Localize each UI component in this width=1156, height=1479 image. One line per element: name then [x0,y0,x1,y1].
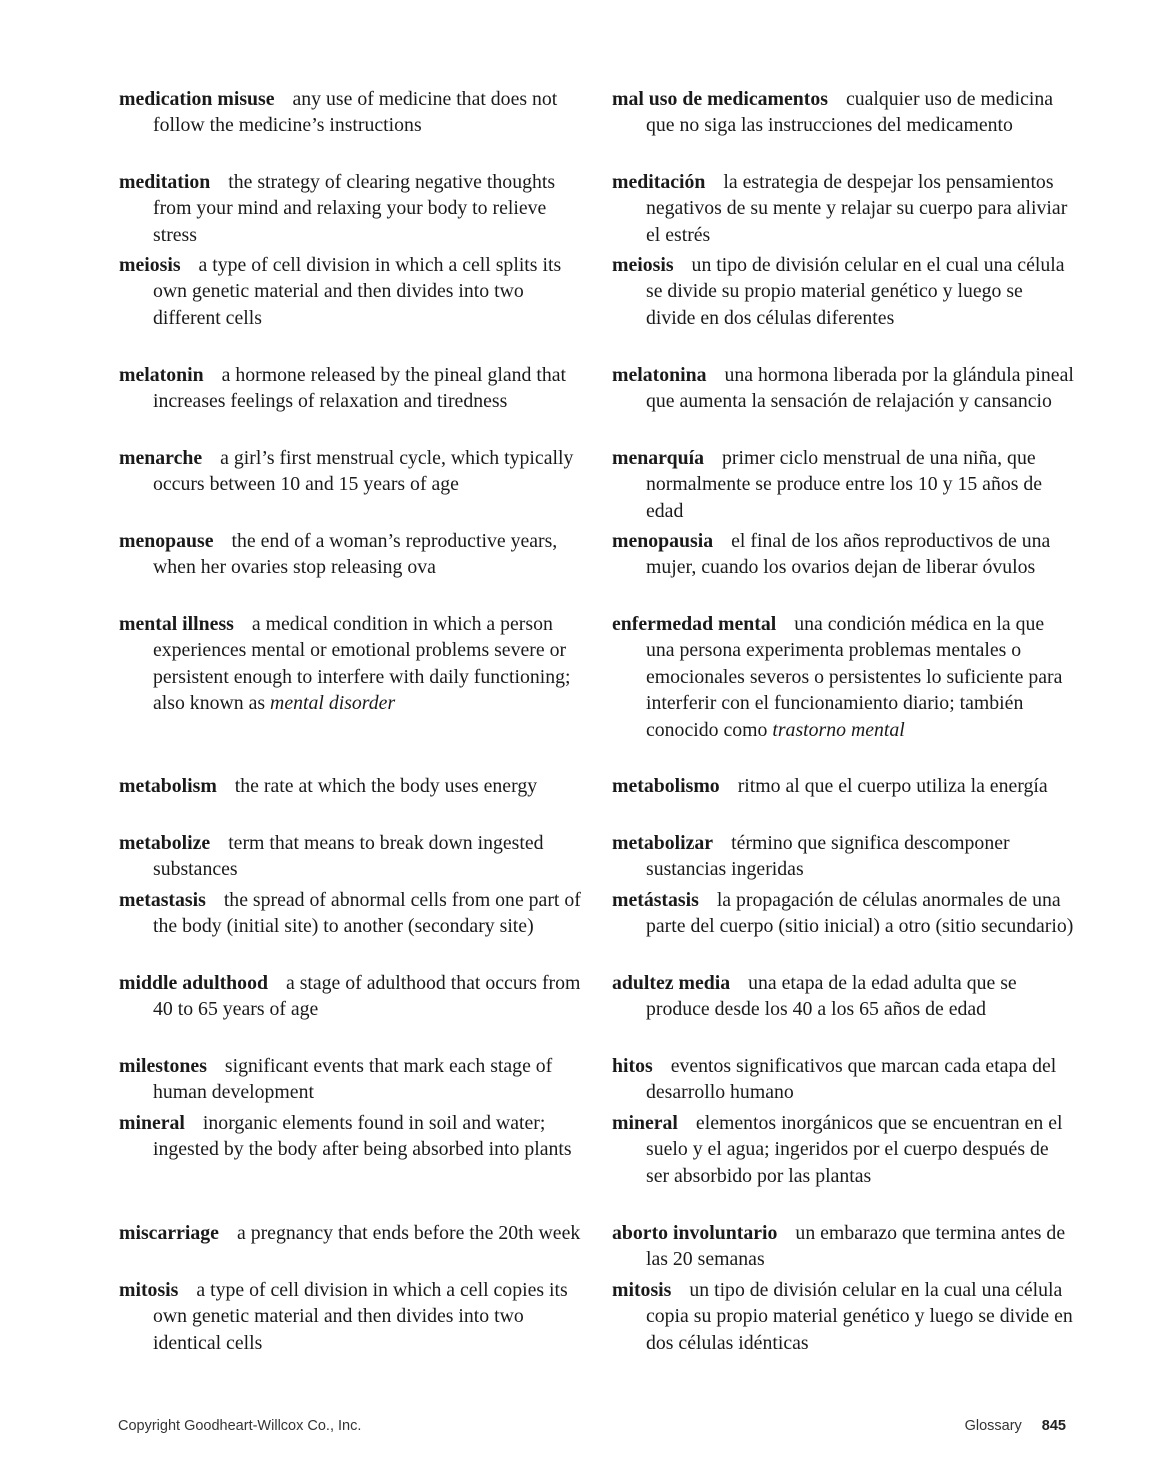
definition-es: elementos inorgánicos que se encuentran en el suelo y el agua; ingeridos por el cuerpo después de ser absorbido por las plantas [646,1112,1063,1187]
definition-es: ritmo al que el cuerpo utiliza la energía [737,775,1048,797]
glossary-entry-es [612,830,1074,883]
definition-en: the spread of abnormal cells from one part of the body (initial site) to another (secondary site) [153,889,581,938]
glossary-entry-es [612,1277,1074,1356]
definition-es: una hormona liberada por la glándula pineal que aumenta la sensación de relajación y cansancio [646,364,1074,413]
section-label: Glossary [964,1418,1022,1434]
glossary-entry-en [119,970,581,1023]
definition-en: a medical condition in which a person experiences mental or emotional problems severe or persistent enough to interfere with daily functioning; also known as [153,613,571,715]
term-en: melatonin [119,364,204,386]
glossary-entry-en [119,773,581,799]
term-en: mitosis [119,1279,179,1301]
term-es: melatonina [612,364,707,386]
term-es: meiosis [612,254,674,276]
definition-es: la propagación de células anormales de una parte del cuerpo (sitio inicial) a otro (sitio secundario) [646,889,1074,938]
definition-es: un tipo de división celular en la cual una célula copia su propio material genético y luego se divide en dos células idénticas [646,1279,1073,1354]
definition-en: a type of cell division in which a cell splits its own genetic material and then divides into two different cells [153,254,562,329]
term-en: middle adulthood [119,972,268,994]
definition-en: a girl’s first menstrual cycle, which typically occurs between 10 and 15 years of age [153,447,574,496]
definition-es: una condición médica en la que una persona experimenta problemas mentales o emocionales severos o persistentes lo suficiente para interferir con el funcionamiento diario; también conocido como [646,613,1063,741]
definition-en: a pregnancy that ends before the 20th week [236,1222,581,1244]
term-es: metabolismo [612,775,720,797]
term-es: mal uso de medicamentos [612,88,828,110]
term-en: meiosis [119,254,181,276]
glossary-entry-en [119,1277,581,1356]
glossary-entry-en [119,1220,581,1246]
glossary-entry-en [119,86,581,139]
term-en: milestones [119,1055,207,1077]
term-es: metástasis [612,889,699,911]
term-es: meditación [612,171,706,193]
term-en: metabolism [119,775,217,797]
definition-en: significant events that mark each stage of human development [153,1055,553,1104]
glossary-entry-en [119,362,581,415]
definition-en: the rate at which the body uses energy [234,775,538,797]
term-en: menarche [119,447,203,469]
term-es: hitos [612,1055,653,1077]
definition-es-italic: trastorno mental [772,718,905,741]
glossary-entry-es [612,252,1074,331]
definition-es: el final de los años reproductivos de una mujer, cuando los ovarios dejan de liberar óvulos [646,530,1051,579]
definition-es: un embarazo que termina antes de las 20 semanas [646,1222,1066,1271]
glossary-entry-en [119,611,581,717]
definition-es: un tipo de división celular en el cual una célula se divide su propio material genético y luego se divide en dos células diferentes [646,254,1065,329]
definition-es: eventos significativos que marcan cada etapa del desarrollo humano [646,1055,1057,1104]
glossary-entry-es [612,1053,1074,1106]
glossary-entry-es [612,528,1074,581]
term-en: menopause [119,530,214,552]
glossary-entry-es [612,1220,1074,1273]
glossary-entry-es [612,169,1074,248]
glossary-entry-en [119,169,581,248]
glossary-entry-en [119,252,581,331]
term-es: metabolizar [612,832,714,854]
term-en: meditation [119,171,211,193]
definition-en: a stage of adulthood that occurs from 40 to 65 years of age [153,972,581,1021]
definition-en: the end of a woman’s reproductive years, when her ovaries stop releasing ova [153,530,558,579]
glossary-entry-es [612,887,1074,940]
definition-en: a type of cell division in which a cell copies its own genetic material and then divides into two identical cells [153,1279,568,1354]
term-en: miscarriage [119,1222,219,1244]
term-en: metastasis [119,889,206,911]
glossary-entry-es [612,970,1074,1023]
page-number: 845 [1041,1418,1066,1434]
glossary-entry-es [612,445,1074,524]
glossary-entry-en [119,1053,581,1106]
term-en: mental illness [119,613,234,635]
glossary-entry-es [612,1110,1074,1189]
copyright-notice: Copyright Goodheart-Willcox Co., Inc. [118,1418,362,1434]
term-es: menopausia [612,530,714,552]
definition-en: inorganic elements found in soil and water; ingested by the body after being absorbed into plants [153,1112,572,1161]
definition-es: primer ciclo menstrual de una niña, que normalmente se produce entre los 10 y 15 años de edad [646,447,1043,522]
term-en: metabolize [119,832,211,854]
term-en: mineral [119,1112,185,1134]
definition-es: término que significa descomponer sustancias ingeridas [646,832,1010,881]
definition-en: term that means to break down ingested substances [153,832,544,881]
definition-en: any use of medicine that does not follow the medicine’s instructions [153,88,558,137]
glossary-entry-en [119,528,581,581]
term-es: aborto involuntario [612,1222,778,1244]
glossary-entry-en [119,887,581,940]
definition-es: cualquier uso de medicina que no siga las instrucciones del medicamento [646,88,1054,137]
term-es: adultez media [612,972,731,994]
definition-en: the strategy of clearing negative thoughts from your mind and relaxing your body to relieve stress [153,171,556,246]
glossary-entry-es [612,773,1074,799]
term-en: medication misuse [119,88,275,110]
glossary-entry-es [612,611,1074,743]
glossary-entry-en [119,1110,581,1163]
glossary-entry-es [612,362,1074,415]
definition-es: una etapa de la edad adulta que se produce desde los 40 a los 65 años de edad [646,972,1017,1021]
definition-es: la estrategia de despejar los pensamientos negativos de su mente y relajar su cuerpo para aliviar el estrés [646,171,1068,246]
page-footer [965,1418,1066,1434]
term-es: mineral [612,1112,678,1134]
definition-en-italic: mental disorder [270,692,396,715]
term-es: mitosis [612,1279,672,1301]
definition-en: a hormone released by the pineal gland that increases feelings of relaxation and tiredness [153,364,567,413]
glossary-entry-es [612,86,1074,139]
glossary-entry-en [119,830,581,883]
term-es: enfermedad mental [612,613,777,635]
term-es: menarquía [612,447,704,469]
glossary-entry-en [119,445,581,498]
